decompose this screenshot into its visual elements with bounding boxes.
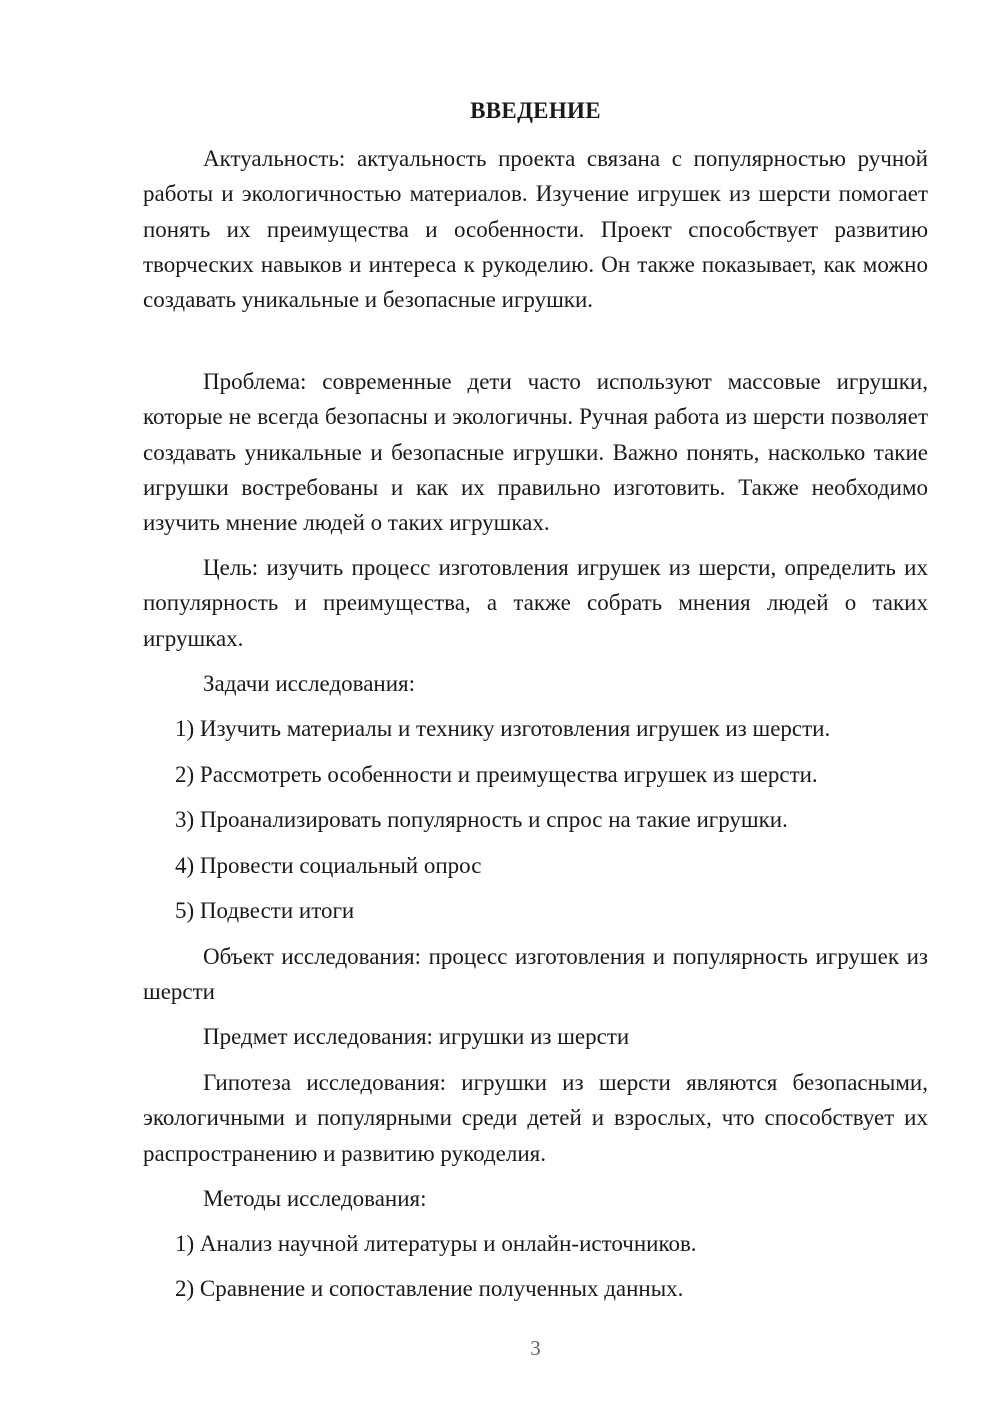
task-item: 1) Изучить материалы и технику изготовления игрушек из шерсти. <box>175 716 831 741</box>
methods-heading: Методы исследования: <box>203 1186 427 1211</box>
tasks-heading: Задачи исследования: <box>203 671 416 696</box>
paragraph-subject: Предмет исследования: игрушки из шерсти <box>203 1024 630 1049</box>
method-item: 2) Сравнение и сопоставление полученных данных. <box>175 1276 684 1301</box>
paragraph-goal: Цель: изучить процесс изготовления игрушек из шерсти, определить их популярность и преимущества, а также собрать мнения людей о таких игрушках. <box>143 555 928 651</box>
task-item: 2) Рассмотреть особенности и преимущества игрушек из шерсти. <box>175 762 818 787</box>
task-item: 3) Проанализировать популярность и спрос на такие игрушки. <box>175 807 788 832</box>
page-number: 3 <box>530 1336 541 1360</box>
paragraph-problem: Проблема: современные дети часто используют массовые игрушки, которые не всегда безопасны и экологичны. Ручная работа из шерсти позволяет создавать уникальные и безопасные игрушки. Важно понять, насколько такие игрушки востребованы и как их правильно изготовить. Также необходимо изучить мнение людей о таких игрушках. <box>143 369 928 536</box>
method-item: 1) Анализ научной литературы и онлайн-источников. <box>175 1231 697 1256</box>
section-title: ВВЕДЕНИЕ <box>470 98 601 123</box>
task-item: 4) Провести социальный опрос <box>175 853 482 878</box>
task-item: 5) Подвести итоги <box>175 898 355 923</box>
paragraph-relevance: Актуальность: актуальность проекта связана с популярностью ручной работы и экологичностью материалов. Изучение игрушек из шерсти помогает понять их преимущества и особенности. Проект способствует развитию творческих навыков и интереса к рукоделию. Он также показывает, как можно создавать уникальные и безопасные игрушки. <box>143 146 928 313</box>
document-page <box>143 0 928 1414</box>
paragraph-object: Объект исследования: процесс изготовления и популярность игрушек из шерсти <box>143 944 928 1005</box>
paragraph-hypothesis: Гипотеза исследования: игрушки из шерсти являются безопасными, экологичными и популярными среди детей и взрослых, что способствует их распространению и развитию рукоделия. <box>143 1070 928 1166</box>
